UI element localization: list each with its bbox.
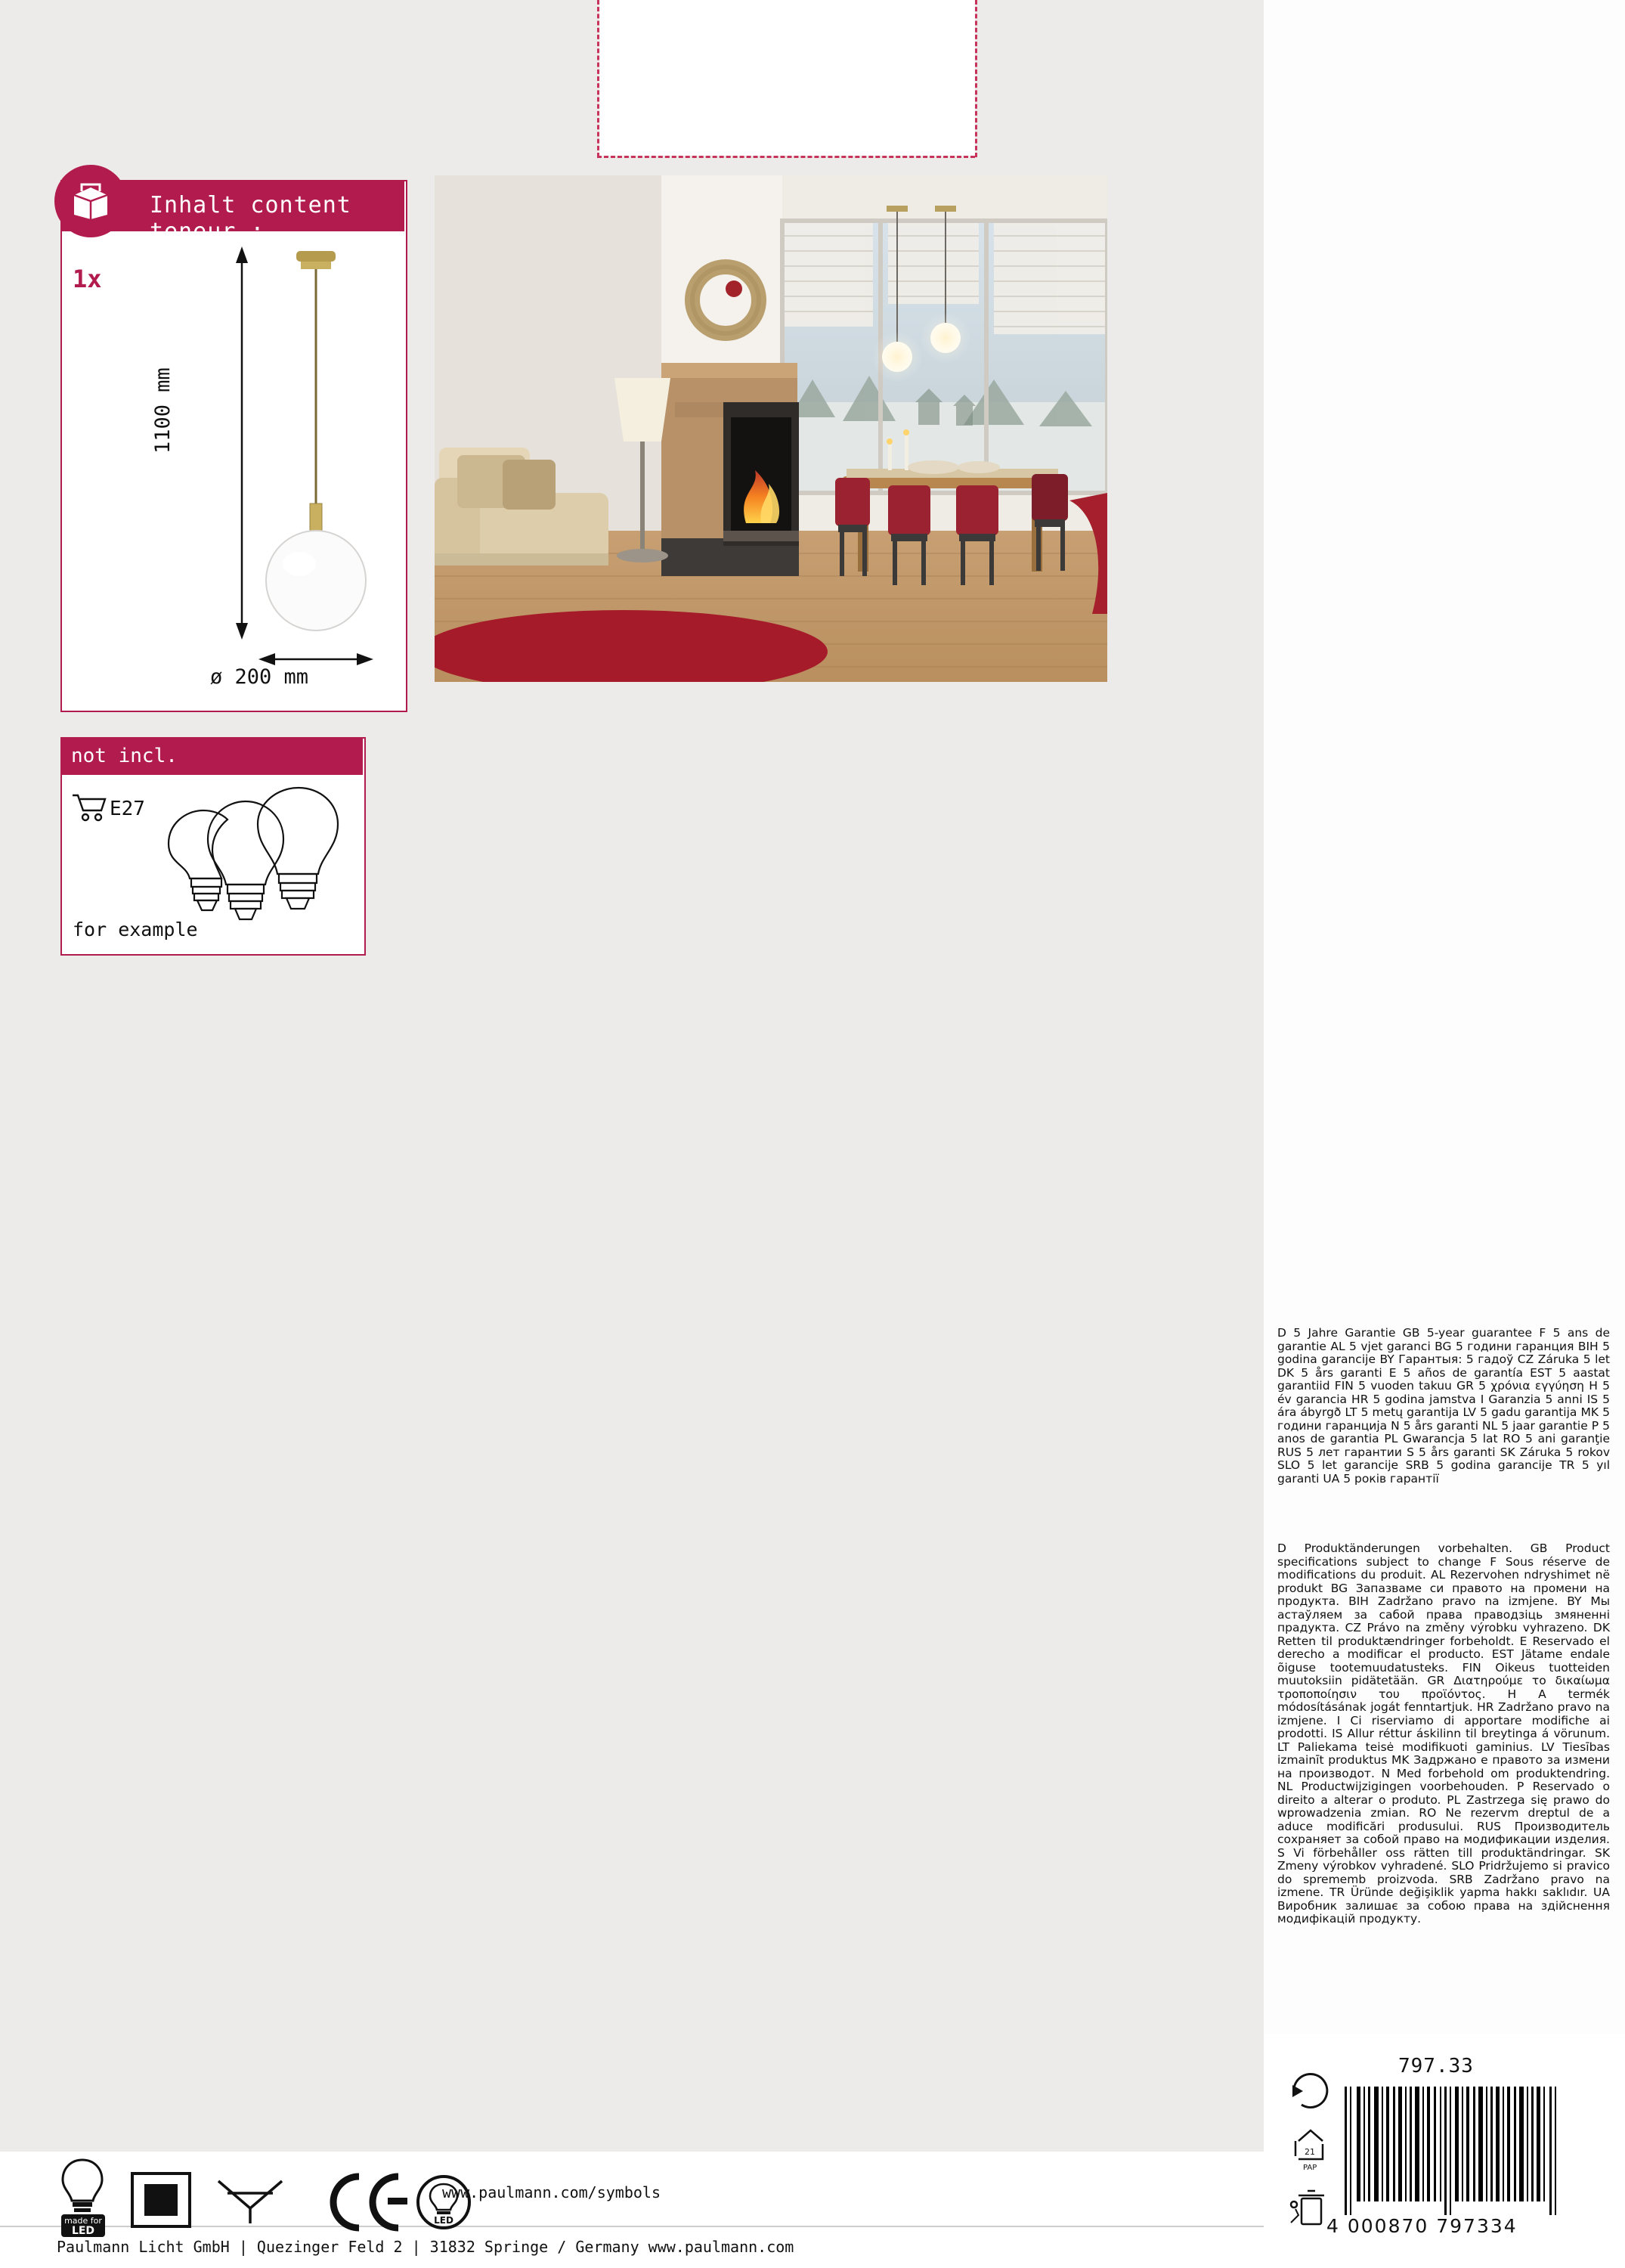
quantity-label: 1x	[73, 265, 102, 293]
product-scene-photo	[435, 175, 1107, 682]
open-box-icon	[54, 165, 127, 237]
recycling-icons-group	[1285, 2071, 1338, 2238]
ce-mark-icon	[333, 2177, 407, 2228]
crop-mark-bottom	[597, 156, 975, 158]
recycle-loop-icon	[1292, 2074, 1327, 2107]
content-box-title: Inhalt content teneur :	[150, 192, 351, 245]
svg-text:PAP: PAP	[1303, 2164, 1317, 2172]
crop-mark-right	[975, 0, 977, 157]
diameter-dimension-label: ø 200 mm	[210, 665, 309, 689]
for-example-label: for example	[73, 919, 198, 940]
pap-recycle-icon	[1295, 2130, 1323, 2172]
svg-text:21: 21	[1305, 2147, 1315, 2157]
ean-barcode	[1342, 2087, 1561, 2215]
recessed-square-icon	[132, 2174, 190, 2226]
bulbs-drawing	[162, 771, 351, 940]
bulb-box-header	[60, 737, 363, 775]
article-number: 797.33	[1398, 2055, 1474, 2077]
right-white-column	[1264, 0, 1625, 2268]
svg-text:LED: LED	[71, 2225, 95, 2237]
shopping-cart-icon	[71, 792, 107, 826]
company-info: Paulmann Licht GmbH | Quezinger Feld 2 | 31832 Springe / Germany www.paulmann.com	[57, 2238, 794, 2256]
no-spotlight-distance-icon	[218, 2181, 282, 2223]
lamp-drawing	[60, 231, 404, 709]
svg-text:LED: LED	[434, 2215, 453, 2226]
modification-notice-text: D Produktänderungen vorbehalten. GB Product specifications subject to change F Sous réserve de modifications du produit. AL Rezervohen ndryshimet në produkt BG Запазваме си правото на промени на продукта. BIH Zadržano pravo na izmjene. BY Мы астаўляем за сабой права праводзіць змяненні прадукта. CZ Právo na změny výrobku vyhrazeno. DK Retten til produktændringer forbeholdt. E Reservado el derecho a modificar el producto. EST Jätame endale õiguse tootemuudatusteks. FIN Oikeus tuotteiden muutoksiin pidätetään. GR Διατηρούμε το δικαίωμα τροποποίησιν του προϊόντος. H A termék módosításának jogát fenntartjuk. HR Zadržano pravo na izmjene. I Ci riserviamo di apportare modifiche ai prodotti. IS Allur réttur áskilinn til breytinga á vörunum. LT Paliekama teisė modifikuoti gaminius. LV Tiesības izmainīt produktus MK Задржано е правото за измени на производот. N Med forbehold om produktendring. NL Productwijzigingen voorbehouden. P Reservado o direito a alterar o produto. PL Zastrzega się prawo do wprowadzenia zmian. RO Ne rezervm dreptul de a aduce modificări produsului. RUS Производитель сохраняет за собой право на модификации изделия. S Vi förbehåller oss rätten till produktändringar. SK Zmeny výrobkov vyhradené. SLO Pridržujemo si pravico do sprememb proizvoda. SRB Zadržano pravo na izmene. TR Üründe değişiklik yapma hakkı saklıdır. UA Виробник залишає за собою права на здійснення модифікацій продукту.	[1277, 1541, 1610, 1926]
made-for-led-icon	[61, 2160, 105, 2237]
crop-white-area	[599, 0, 975, 156]
height-dimension-label: 1100 mm	[151, 367, 175, 454]
bulb-box-header-label: not incl.	[71, 745, 178, 767]
svg-text:made for: made for	[64, 2216, 102, 2226]
footer-symbol-icons	[57, 2151, 480, 2242]
crop-mark-left	[597, 0, 599, 157]
symbols-url[interactable]: www.paulmann.com/symbols	[442, 2183, 661, 2201]
barcode-number: 4 000870 797334	[1326, 2215, 1518, 2237]
guarantee-text: D 5 Jahre Garantie GB 5-year guarantee F 5 ans de garantie AL 5 vjet garanci BG 5 години гаранция BIH 5 godina garancije BY Гарантыя: 5 гадоў CZ Záruka 5 let DK 5 års garanti E 5 años de garantía EST 5 aastat garantiid FIN 5 vuoden takuu GR 5 χρόνια εγγύηση H 5 év garancia HR 5 godina jamstva I Garanzia 5 anni IS 5 ára ábyrgð LT 5 metų garantija LV 5 gadu garantija MK 5 години гаранција N 5 års garanti NL 5 jaar garantie P 5 anos de garantia PL Gwarancja 5 lat RO 5 ani garanţie RUS 5 лет гарантии S 5 års garanti SK Záruka 5 rokov SLO 5 let garancije SRB 5 godina garancije TR 5 yıl garanti UA 5 років гарантії	[1277, 1326, 1610, 1486]
socket-label: E27	[110, 798, 145, 820]
waste-bin-icon	[1291, 2191, 1324, 2224]
